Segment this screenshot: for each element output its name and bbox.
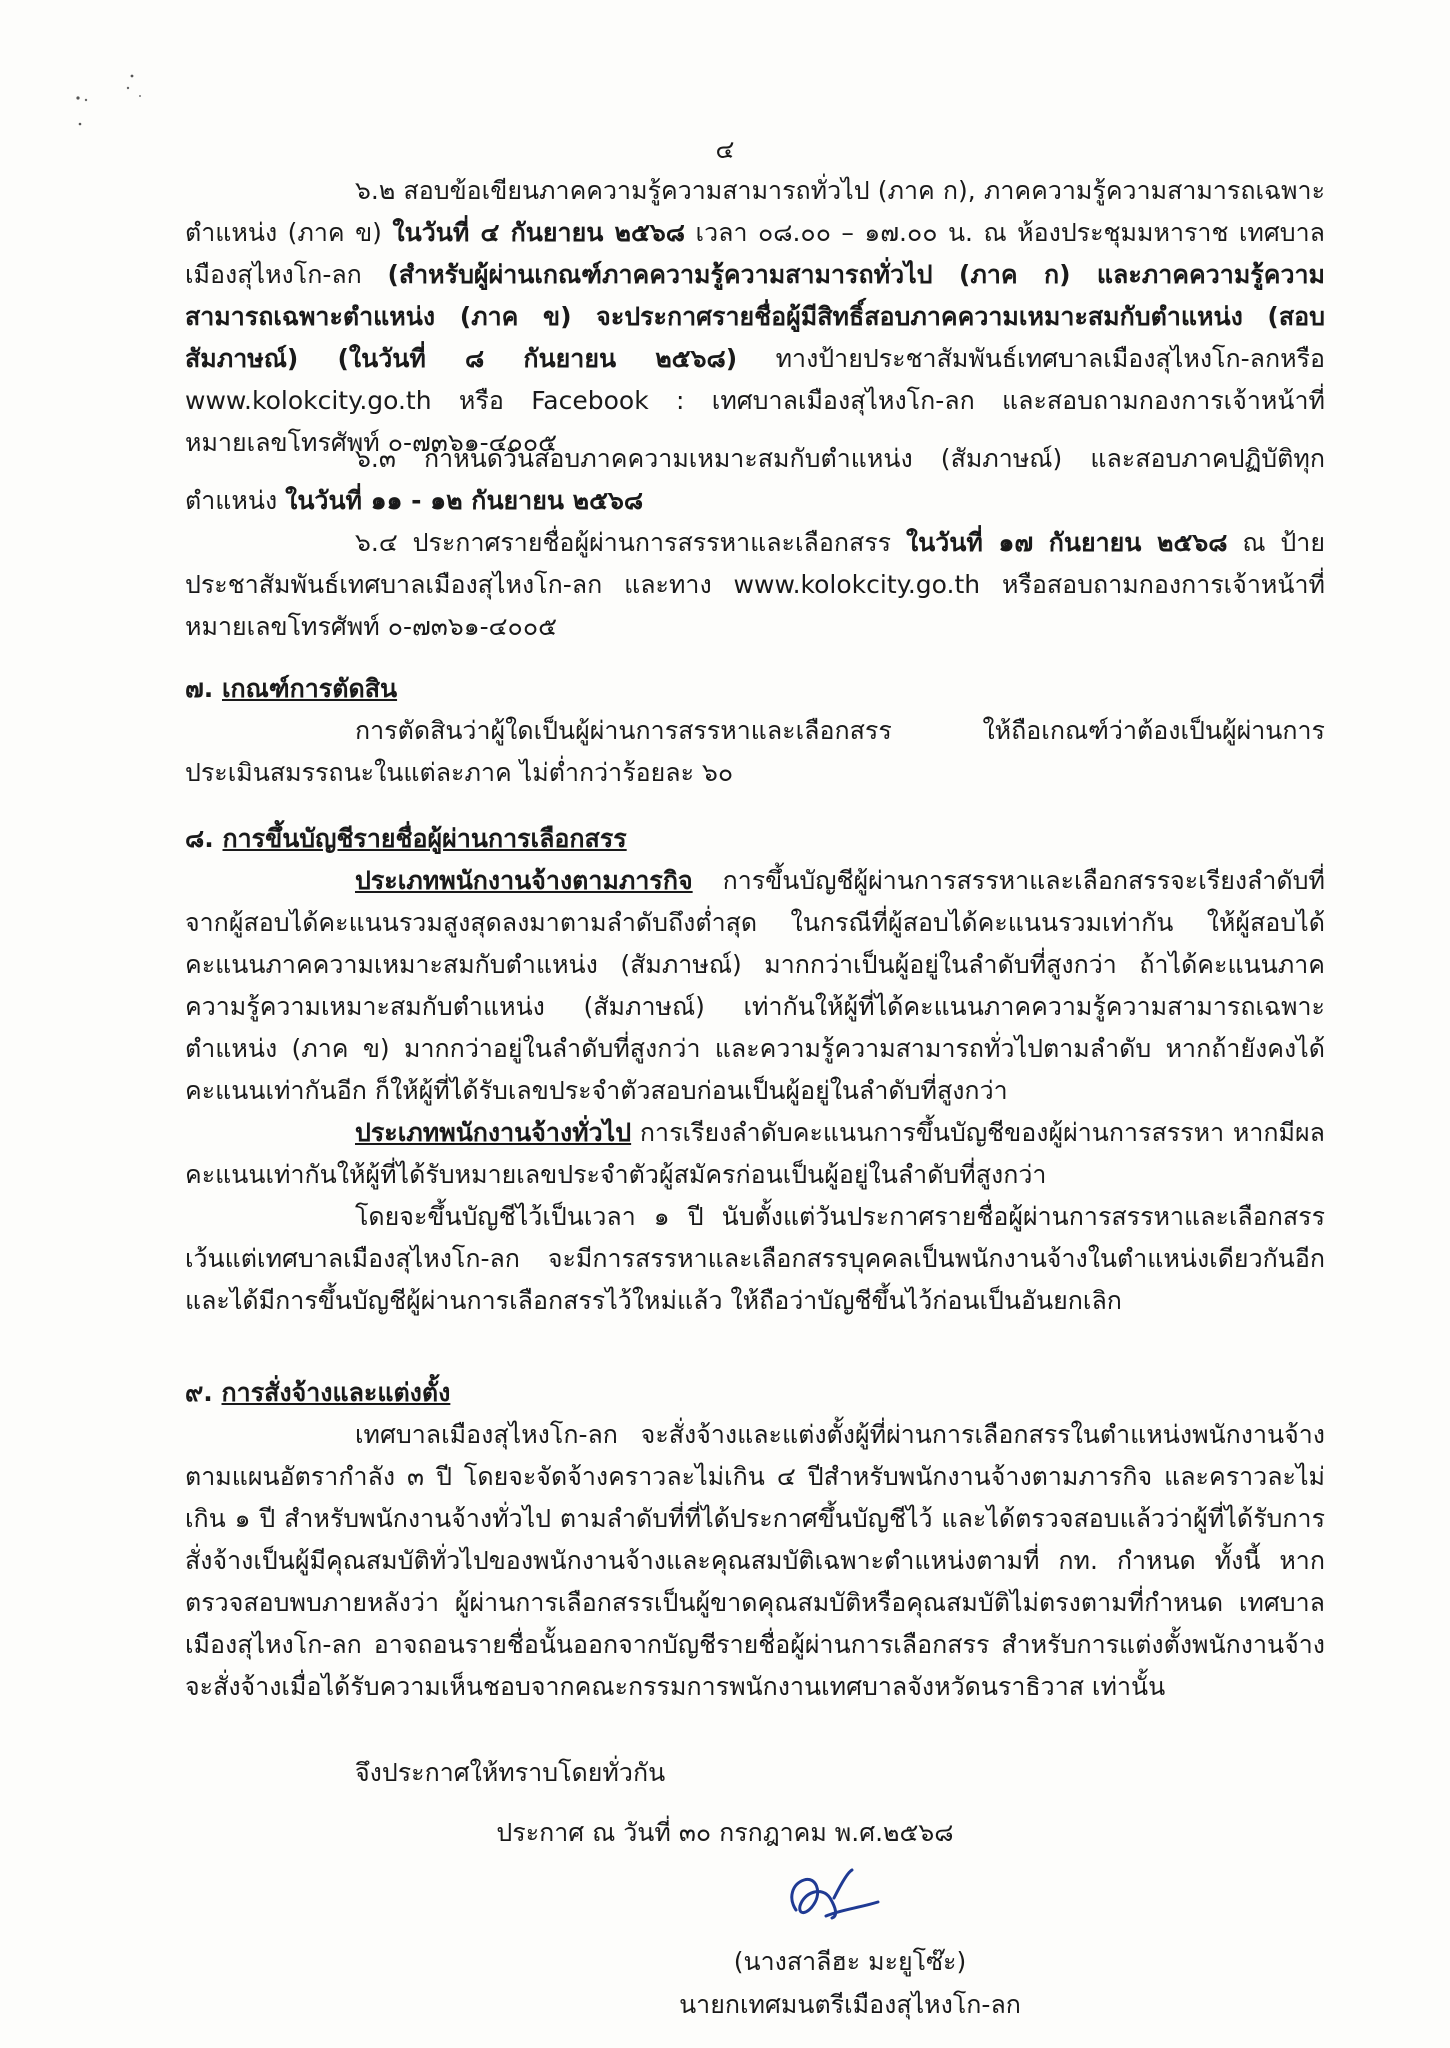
section-6-4 <box>185 522 1325 648</box>
heading-text: เกณฑ์การตัดสิน <box>222 674 398 703</box>
subheading-mission-staff: ประเภทพนักงานจ้างตามภารกิจ <box>355 866 693 895</box>
text: ทางป้ายประชาสัมพันธ์เทศบาลเมืองสุไหงโก-ลกหรือ www.kolokcity.go.th หรือ Facebook : เทศบาลเมืองสุไหงโก-ลก และสอบถามกองการเจ้าหน้าที่ หมายเลขโทรศัพท์ ๐-๗๓๖๑-๔๐๐๕ <box>185 344 1326 457</box>
section-7 <box>185 668 1325 794</box>
bold-date: ในวันที่ ๔ กันยายน ๒๕๖๘ <box>392 218 686 247</box>
bold-notice: (สำหรับผู้ผ่านเกณฑ์ภาคความรู้ความสามารถทั่วไป (ภาค ก) และภาคความรู้ความสามารถเฉพาะตำแหน่ง (ภาค ข) จะประกาศรายชื่อผู้มีสิทธิ์สอบภาคความเหมาะสมกับตำแหน่ง (สอบสัมภาษณ์) (ในวันที่ ๘ กันยายน ๒๕๖๘) <box>185 260 1325 373</box>
signer-title: นายกเทศมนตรีเมืองสุไหงโก-ลก <box>679 1990 1021 2019</box>
heading-number: ๙. <box>185 1378 222 1407</box>
section-6-3 <box>185 438 1325 522</box>
closing-line: จึงประกาศให้ทราบโดยทั่วกัน <box>355 1758 666 1787</box>
bold-date: ในวันที่ ๑๑ - ๑๒ กันยายน ๒๕๖๘ <box>285 486 644 515</box>
heading-number: ๗. <box>185 674 222 703</box>
paragraph-general-staff <box>185 1112 1325 1196</box>
signer-block <box>640 1940 1060 2026</box>
paragraph: การตัดสินว่าผู้ใดเป็นผู้ผ่านการสรรหาและเลือกสรร ให้ถือเกณฑ์ว่าต้องเป็นผู้ผ่านการประเมินสมรรถนะในแต่ละภาค ไม่ต่ำกว่าร้อยละ ๖๐ <box>185 716 1325 787</box>
heading-text: การสั่งจ้างและแต่งตั้ง <box>221 1378 451 1407</box>
subheading-general-staff: ประเภทพนักงานจ้างทั่วไป <box>355 1118 632 1147</box>
bold-date: ในวันที่ ๑๗ กันยายน ๒๕๖๘ <box>905 528 1228 557</box>
heading-text: การขึ้นบัญชีรายชื่อผู้ผ่านการเลือกสรร <box>222 824 627 853</box>
section-8 <box>185 818 1325 1322</box>
signature <box>778 1858 898 1938</box>
text: เวลา ๐๘.๐๐ – ๑๗.๐๐ น. ณ ห้องประชุมมหาราช เทศบาลเมืองสุไหงโก-ลก <box>185 218 1325 289</box>
paragraph-6-3 <box>185 438 1325 522</box>
announce-date: ประกาศ ณ วันที่ ๓๐ กรกฎาคม พ.ศ.๒๕๖๘ <box>496 1818 954 1847</box>
paragraph: เทศบาลเมืองสุไหงโก-ลก จะสั่งจ้างและแต่งตั้งผู้ที่ผ่านการเลือกสรรในตำแหน่งพนักงานจ้างตามแผนอัตรากำลัง ๓ ปี โดยจะจัดจ้างคราวละไม่เกิน ๔ ปีสำหรับพนักงานจ้างตามภารกิจ และคราวละไม่เกิน ๑ ปี สำหรับพนักงานจ้างทั่วไป ตามลำดับที่ที่ได้ประกาศขึ้นบัญชีไว้ และได้ตรวจสอบแล้วว่าผู้ที่ได้รับการสั่งจ้างเป็นผู้มีคุณสมบัติทั่วไปของพนักงานจ้างและคุณสมบัติเฉพาะตำแหน่งตามที่ กท. กำหนด ทั้งนี้ หากตรวจสอบพบภายหลังว่า ผู้ผ่านการเลือกสรรเป็นผู้ขาดคุณสมบัติหรือคุณสมบัติไม่ตรงตามที่กำหนด เทศบาลเมืองสุไหงโก-ลก อาจถอนรายชื่อนั้นออกจากบัญชีรายชื่อผู้ผ่านการเลือกสรร สำหรับการแต่งตั้งพนักงานจ้าง จะสั่งจ้างเมื่อได้รับความเห็นชอบจากคณะกรรมการพนักงานเทศบาลจังหวัดนราธิวาส เท่านั้น <box>185 1420 1325 1701</box>
text: ๖.๔ ประกาศรายชื่อผู้ผ่านการสรรหาและเลือกสรร <box>355 528 906 557</box>
signer-name: (นางสาลีฮะ มะยูโซ๊ะ) <box>733 1947 967 1976</box>
section-heading <box>185 818 1325 860</box>
paragraph: โดยจะขึ้นบัญชีไว้เป็นเวลา ๑ ปี นับตั้งแต่วันประกาศรายชื่อผู้ผ่านการสรรหาและเลือกสรร เว้นแต่เทศบาลเมืองสุไหงโก-ลก จะมีการสรรหาและเลือกสรรบุคคลเป็นพนักงานจ้างในตำแหน่งเดียวกันอีก และได้มีการขึ้นบัญชีผู้ผ่านการเลือกสรรไว้ใหม่แล้ว ให้ถือว่าบัญชีขึ้นไว้ก่อนเป็นอันยกเลิก <box>185 1202 1325 1315</box>
section-9 <box>185 1372 1325 1708</box>
text: ๖.๒ สอบข้อเขียนภาคความรู้ความสามารถทั่วไป (ภาค ก), ภาคความรู้ความสามารถเฉพาะตำแหน่ง (ภาค ข) <box>185 176 1325 247</box>
paragraph-6-2 <box>185 170 1325 464</box>
page-number: ๔ <box>715 135 735 164</box>
paragraph-6-4 <box>185 522 1325 648</box>
section-heading <box>185 668 1325 710</box>
text: การขึ้นบัญชีผู้ผ่านการสรรหาและเลือกสรรจะเรียงลำดับที่จากผู้สอบได้คะแนนรวมสูงสุดลงมาตามลำดับถึงต่ำสุด ในกรณีที่ผู้สอบได้คะแนนรวมเท่ากัน ให้ผู้สอบได้คะแนนภาคความเหมาะสมกับตำแหน่ง (สัมภาษณ์) มากกว่าเป็นผู้อยู่ในลำดับที่สูงกว่า ถ้าได้คะแนนภาคความรู้ความเหมาะสมกับตำแหน่ง (สัมภาษณ์) เท่ากันให้ผู้ที่ได้คะแนนภาคความรู้ความสามารถเฉพาะตำแหน่ง (ภาค ข) มากกว่าอยู่ในลำดับที่สูงกว่า และความรู้ความสามารถทั่วไปตามลำดับ หากถ้ายังคงได้คะแนนเท่ากันอีก ก็ให้ผู้ที่ได้รับเลขประจำตัวสอบก่อนเป็นผู้อยู่ในลำดับที่สูงกว่า <box>185 866 1325 1105</box>
closing-block <box>185 1752 1325 1794</box>
text: การเรียงลำดับคะแนนการขึ้นบัญชีของผู้ผ่านการสรรหา หากมีผลคะแนนเท่ากันให้ผู้ที่ได้รับหมายเลขประจำตัวผู้สมัครก่อนเป็นผู้อยู่ในลำดับที่สูงกว่า <box>185 1118 1325 1189</box>
heading-number: ๘. <box>185 824 223 853</box>
section-heading <box>185 1372 1325 1414</box>
text: ๖.๓ กำหนดวันสอบภาคความเหมาะสมกับตำแหน่ง (สัมภาษณ์) และสอบภาคปฏิบัติทุกตำแหน่ง <box>185 444 1325 515</box>
paragraph-mission-staff <box>185 860 1325 1112</box>
section-6-2 <box>185 170 1325 464</box>
text: ณ ป้ายประชาสัมพันธ์เทศบาลเมืองสุไหงโก-ลก และทาง www.kolokcity.go.th หรือสอบถามกองการเจ้าหน้าที่ หมายเลขโทรศัพท์ ๐-๗๓๖๑-๔๐๐๕ <box>185 528 1325 641</box>
